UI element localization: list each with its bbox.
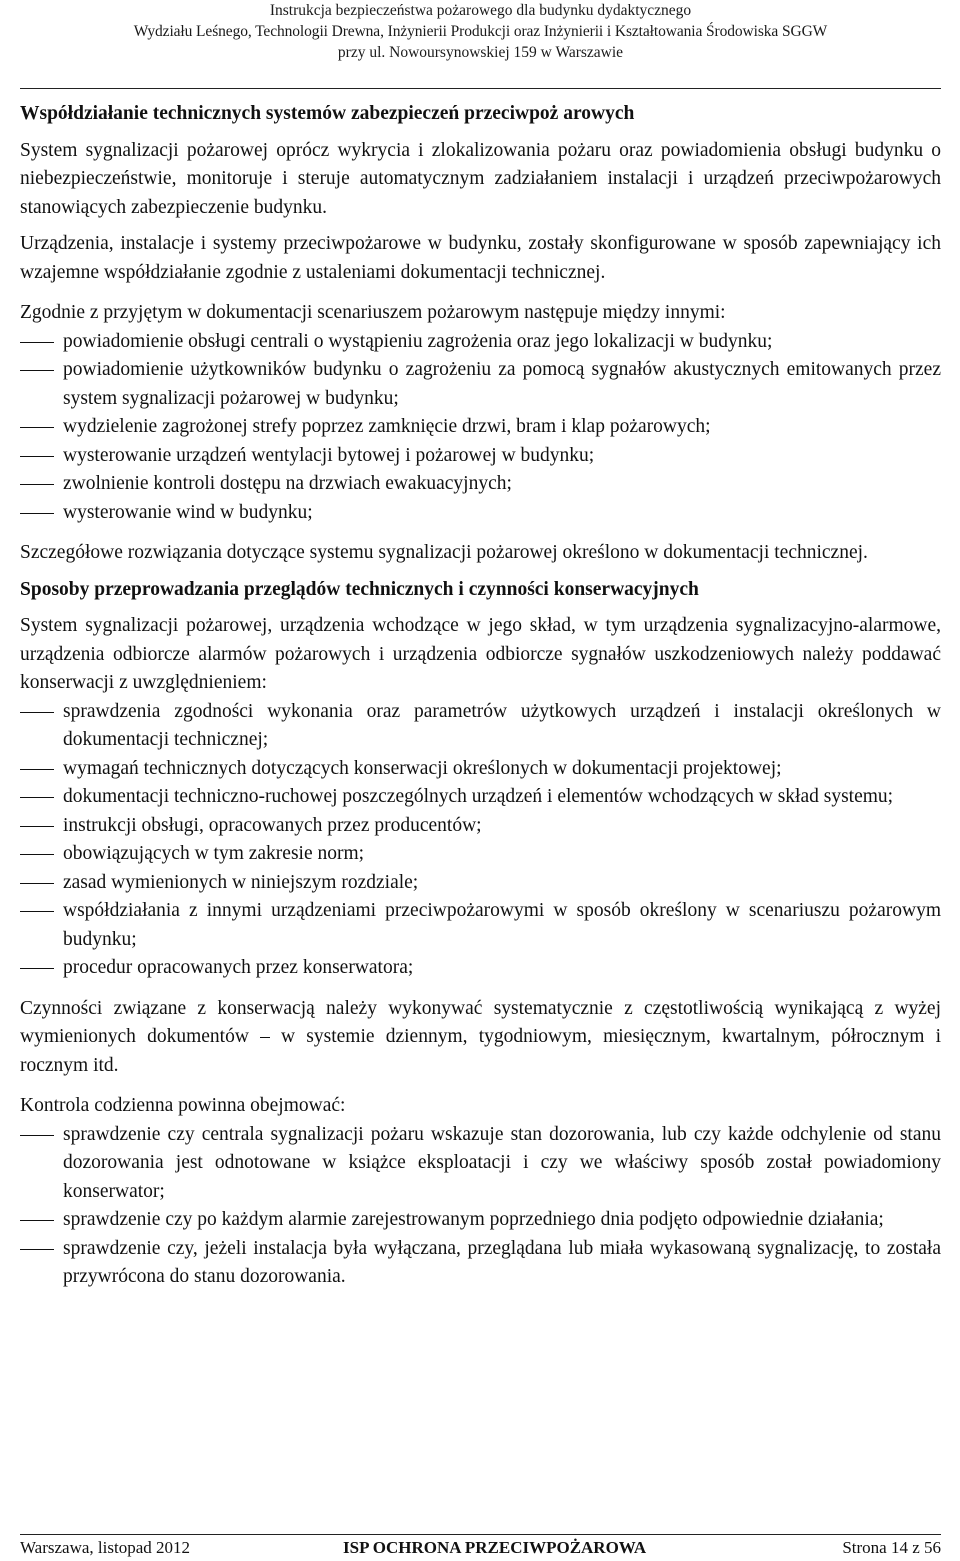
page-header (20, 0, 941, 63)
dash-bullet-icon (20, 370, 54, 371)
paragraph: Zgodnie z przyjętym w dokumentacji scenariuszem pożarowym następuje między innymi: (20, 302, 726, 323)
section-heading-inspections: Sposoby przeprowadzania przeglądów technicznych i czynności konserwacyjnych (20, 578, 699, 600)
dash-bullet-icon (20, 883, 54, 884)
dash-bullet-icon (20, 1220, 54, 1221)
paragraph: Szczegółowe rozwiązania dotyczące systemu sygnalizacji pożarowej określono w dokumentacji technicznej. (20, 542, 868, 563)
dash-bullet-icon (20, 911, 54, 912)
dash-bullet-icon (20, 797, 54, 798)
dash-bullet-icon (20, 342, 54, 343)
paragraph: Kontrola codzienna powinna obejmować: (20, 1095, 346, 1116)
dash-bullet-icon (20, 968, 54, 969)
list-item: powiadomienie obsługi centrali o wystąpieniu zagrożenia oraz jego lokalizacji w budynku; (20, 328, 941, 357)
scenario-list (20, 328, 941, 528)
list-item: sprawdzenia zgodności wykonania oraz parametrów użytkowych urządzeń i instalacji określonych w dokumentacji technicznej; (20, 698, 941, 755)
maintenance-list (20, 698, 941, 983)
dash-bullet-icon (20, 1135, 54, 1136)
list-item: wysterowanie wind w budynku; (20, 499, 941, 528)
header-line-2: Wydziału Leśnego, Technologii Drewna, Inżynierii Produkcji oraz Inżynierii i Kształtowania Środowiska SGGW (133, 23, 828, 40)
footer-title: ISP OCHRONA PRZECIWPOŻAROWA (343, 1538, 647, 1557)
dash-bullet-icon (20, 427, 54, 428)
list-item: dokumentacji techniczno-ruchowej poszczególnych urządzeń i elementów wchodzących w skład systemu; (20, 783, 941, 812)
header-line-3: przy ul. Nowoursynowskiej 159 w Warszawie (337, 44, 624, 61)
dash-bullet-icon (20, 513, 54, 514)
document-page (20, 0, 941, 1561)
section-heading-cooperation: Współdziałanie technicznych systemów zabezpieczeń przeciwpoż arowych (20, 103, 635, 124)
document-body (20, 100, 941, 1292)
list-item: sprawdzenie czy centrala sygnalizacji pożaru wskazuje stan dozorowania, lub czy każde odchylenie od stanu dozorowania jest odnotowane w książce eksploatacji i czy we właściwy sposób został powiadomiony konserwator; (20, 1121, 941, 1207)
list-item: sprawdzenie czy, jeżeli instalacja była wyłączana, przeglądana lub miała wykasowaną sygnalizację, to została przywrócona do stanu dozorowania. (20, 1235, 941, 1292)
paragraph: Urządzenia, instalacje i systemy przeciwpożarowe w budynku, zostały skonfigurowane w sposób zapewniający ich wzajemne współdziałanie zgodnie z ustaleniami dokumentacji technicznej. (20, 233, 941, 283)
dash-bullet-icon (20, 826, 54, 827)
dash-bullet-icon (20, 854, 54, 855)
list-item: powiadomienie użytkowników budynku o zagrożeniu za pomocą sygnałów akustycznych emitowanych przez system sygnalizacji pożarowej w budynku; (20, 356, 941, 413)
list-item: zasad wymienionych w niniejszym rozdziale; (20, 869, 941, 898)
list-item: obowiązujących w tym zakresie norm; (20, 840, 941, 869)
header-rule (20, 88, 941, 89)
footer-rule (20, 1534, 941, 1535)
header-line-1: Instrukcja bezpieczeństwa pożarowego dla budynku dydaktycznego (269, 2, 692, 19)
footer-date: Warszawa, listopad 2012 (20, 1538, 190, 1557)
list-item: procedur opracowanych przez konserwatora; (20, 954, 941, 983)
paragraph: System sygnalizacji pożarowej oprócz wykrycia i zlokalizowania pożaru oraz powiadomienia obsługi budynku o niebezpieczeństwie, monitoruje i steruje automatycznym zadziałaniem instalacji i urządzeń przeciwpożarowych stanowiących zabezpieczenie budynku. (20, 139, 941, 218)
dash-bullet-icon (20, 712, 54, 713)
list-item: wymagań technicznych dotyczących konserwacji określonych w dokumentacji projektowej; (20, 755, 941, 784)
list-item: instrukcji obsługi, opracowanych przez producentów; (20, 812, 941, 841)
daily-check-list (20, 1121, 941, 1292)
paragraph: System sygnalizacji pożarowej, urządzenia wchodzące w jego skład, w tym urządzenia sygnalizacyjno-alarmowe, urządzenia odbiorcze alarmów pożarowych i urządzenia odbiorcze sygnałów uszkodzeniowych należy poddawać konserwacji z uwzględnieniem: (20, 615, 941, 693)
list-item: współdziałania z innymi urządzeniami przeciwpożarowymi w sposób określony w scenariuszu pożarowym budynku; (20, 897, 941, 954)
list-item: wysterowanie urządzeń wentylacji bytowej i pożarowej w budynku; (20, 442, 941, 471)
paragraph: Czynności związane z konserwacją należy wykonywać systematycznie z częstotliwością wynikającą z wyżej wymienionych dokumentów – w systemie dziennym, tygodniowym, miesięcznym, kwartalnym, półrocznym i rocznym itd. (20, 997, 941, 1076)
list-item: zwolnienie kontroli dostępu na drzwiach ewakuacyjnych; (20, 470, 941, 499)
dash-bullet-icon (20, 484, 54, 485)
dash-bullet-icon (20, 456, 54, 457)
page-number: Strona 14 z 56 (842, 1538, 941, 1557)
dash-bullet-icon (20, 1249, 54, 1250)
list-item: sprawdzenie czy po każdym alarmie zarejestrowanym poprzedniego dnia podjęto odpowiednie działania; (20, 1206, 941, 1235)
dash-bullet-icon (20, 769, 54, 770)
list-item: wydzielenie zagrożonej strefy poprzez zamknięcie drzwi, bram i klap pożarowych; (20, 413, 941, 442)
